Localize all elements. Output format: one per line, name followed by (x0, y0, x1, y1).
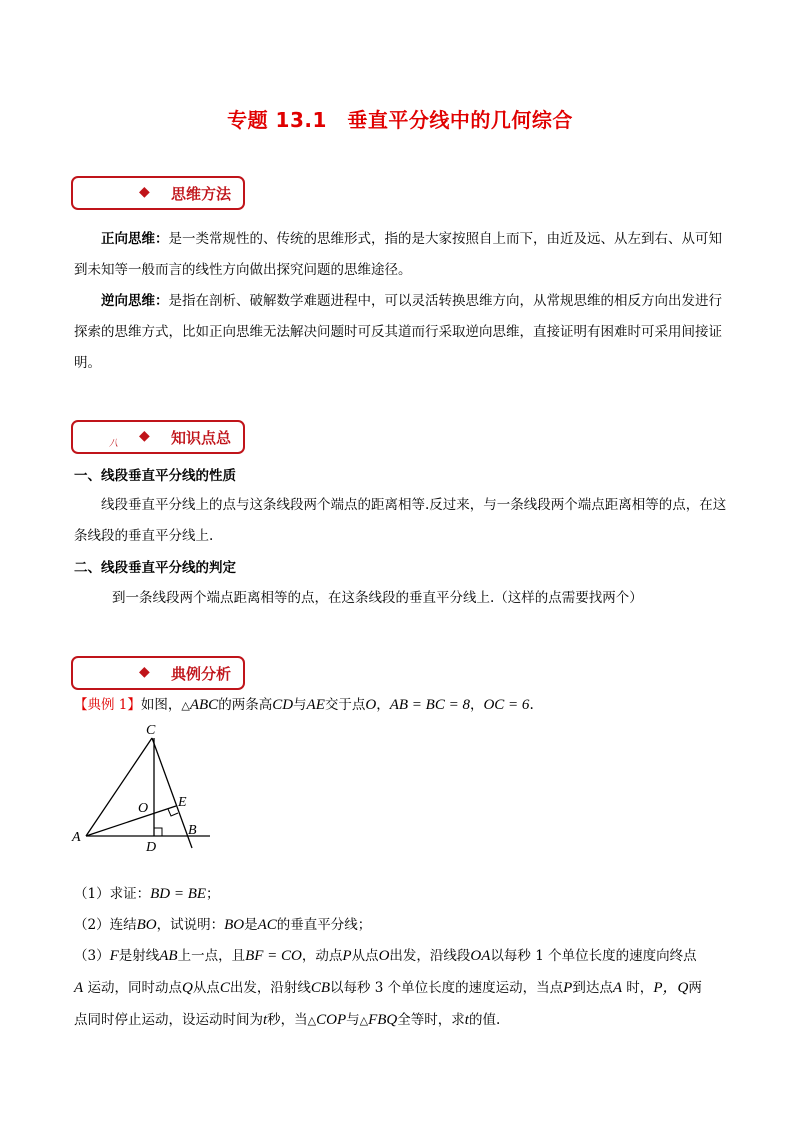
label-b: B (188, 823, 197, 838)
knowledge-paragraph-2: 到一条线段两个端点距离相等的点，在这条线段的垂直平分线上.（这样的点需要找两个） (112, 590, 643, 606)
section-title-knowledge: 知识点总 (171, 429, 232, 447)
knowledge-heading-1: 一、线段垂直平分线的性质 (74, 468, 236, 484)
stray-mark: 八 (109, 439, 119, 449)
knowledge-paragraph-1: 线段垂直平分线上的点与这条线段两个端点的距离相等.反过来，与一条线段两个端点距离相等的点，在这条线段的垂直平分线上. (74, 497, 727, 544)
section-title-examples: 典例分析 (171, 665, 232, 683)
diamond-icon: ◆ (139, 428, 150, 444)
diamond-icon: ◆ (139, 664, 150, 680)
section-header-examples (71, 656, 245, 690)
question-3-line-1: （3）F是射线AB上一点，且BF = CO，动点P从点O出发，沿线段OA以每秒 1 个单位长度的速度向终点 (74, 948, 697, 964)
example-tag: 【典例 1】 (74, 697, 141, 713)
right-angle-d (154, 828, 162, 836)
triangle-figure (66, 720, 226, 860)
question-1: （1）求证：BD = BE； (74, 886, 220, 902)
label-c: C (146, 723, 156, 738)
text-forward: 是一类常规性的、传统的思维形式，指的是大家按照自上而下，由近及远、从左到右、从可知到未知等一般而言的线性方向做出探究问题的思维途径。 (74, 231, 722, 278)
example-1-statement: 【典例 1】如图，△ABC的两条高CD与AE交于点O，AB = BC = 8，OC = 6. (74, 697, 534, 713)
label-e: E (178, 795, 187, 810)
paragraph-reverse-thinking (74, 286, 734, 379)
section-header-knowledge (71, 420, 245, 454)
term-forward: 正向思维： (101, 231, 169, 247)
side-cb-extended (152, 738, 192, 848)
text-reverse: 是指在剖析、破解数学难题进程中，可以灵活转换思维方向，从常规思维的相反方向出发进行探索的思维方式，比如正向思维无法解决问题时可反其道而行采取逆向思维，直接证明有困难时可采用间接证明。 (74, 293, 722, 371)
paragraph-forward-thinking (74, 224, 734, 286)
term-reverse: 逆向思维： (101, 293, 169, 309)
section-header-methods (71, 176, 245, 210)
label-d: D (146, 840, 157, 855)
label-a: A (72, 830, 81, 845)
question-3-line-2: A 运动，同时动点Q从点C出发，沿射线CB以每秒 3 个单位长度的速度运动，当点P到达点A 时，P，Q两 (74, 980, 702, 996)
question-2: （2）连结BO，试说明：BO是AC的垂直平分线； (74, 917, 372, 933)
diamond-icon: ◆ (139, 184, 150, 200)
question-3-line-3: 点同时停止运动，设运动时间为t秒，当△COP与△FBQ全等时，求t的值. (74, 1012, 501, 1028)
side-ac (86, 738, 152, 836)
section-title-methods: 思维方法 (171, 185, 232, 203)
right-angle-e (168, 809, 178, 816)
label-o: O (138, 801, 149, 816)
knowledge-heading-2: 二、线段垂直平分线的判定 (74, 560, 236, 576)
page-title: 专题 13.1 垂直平分线中的几何综合 (227, 108, 573, 132)
